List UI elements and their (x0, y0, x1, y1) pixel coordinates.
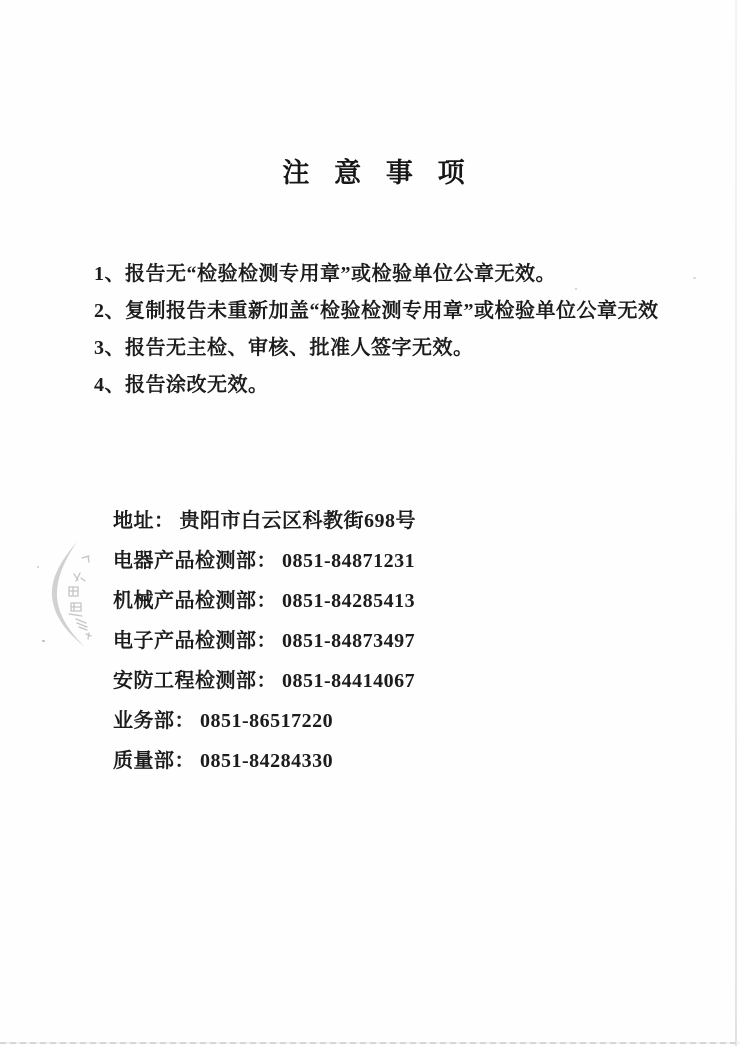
contact-value: 0851-84873497 (282, 630, 416, 652)
notice-list (94, 263, 659, 411)
partial-seal-stamp-icon (36, 534, 116, 659)
contact-label: 地址： (113, 510, 175, 532)
contact-label: 质量部： (113, 750, 195, 772)
scan-speck (693, 277, 696, 279)
notice-item: 2、复制报告未重新加盖“检验检测专用章”或检验单位公章无效 (94, 300, 659, 322)
scan-speck (42, 640, 45, 642)
notice-item: 3、报告无主检、审核、批准人签字无效。 (94, 337, 474, 359)
contact-row-security-dept (113, 671, 416, 692)
seal-glyph-smudges (69, 556, 91, 639)
notice-item: 1、报告无“检验检测专用章”或检验单位公章无效。 (94, 263, 556, 285)
scan-speck (37, 566, 39, 568)
contact-label: 机械产品检测部： (113, 590, 277, 612)
contact-label: 电器产品检测部： (113, 550, 277, 572)
page-edge-right (735, 0, 737, 1046)
contact-row-business-dept (113, 711, 416, 732)
contact-value: 0851-84285413 (282, 590, 416, 612)
contact-value: 贵阳市白云区科教街698号 (179, 510, 416, 532)
scan-speck (575, 288, 577, 290)
contact-value: 0851-84414067 (282, 670, 416, 692)
contact-row-electrical-dept (113, 551, 416, 572)
contact-value: 0851-84284330 (200, 750, 334, 772)
contact-row-electronics-dept (113, 631, 416, 652)
contact-row-address (113, 511, 416, 532)
notice-item: 4、报告涂改无效。 (94, 374, 269, 396)
contact-row-machinery-dept (113, 591, 416, 612)
contact-list (113, 511, 416, 791)
contact-label: 电子产品检测部： (113, 630, 277, 652)
page-title: 注 意 事 项 (282, 158, 474, 188)
page-edge-bottom (0, 1042, 740, 1044)
contact-label: 安防工程检测部： (113, 670, 277, 692)
contact-value: 0851-84871231 (282, 550, 416, 572)
contact-label: 业务部： (113, 710, 195, 732)
contact-value: 0851-86517220 (200, 710, 334, 732)
contact-row-quality-dept (113, 751, 416, 772)
